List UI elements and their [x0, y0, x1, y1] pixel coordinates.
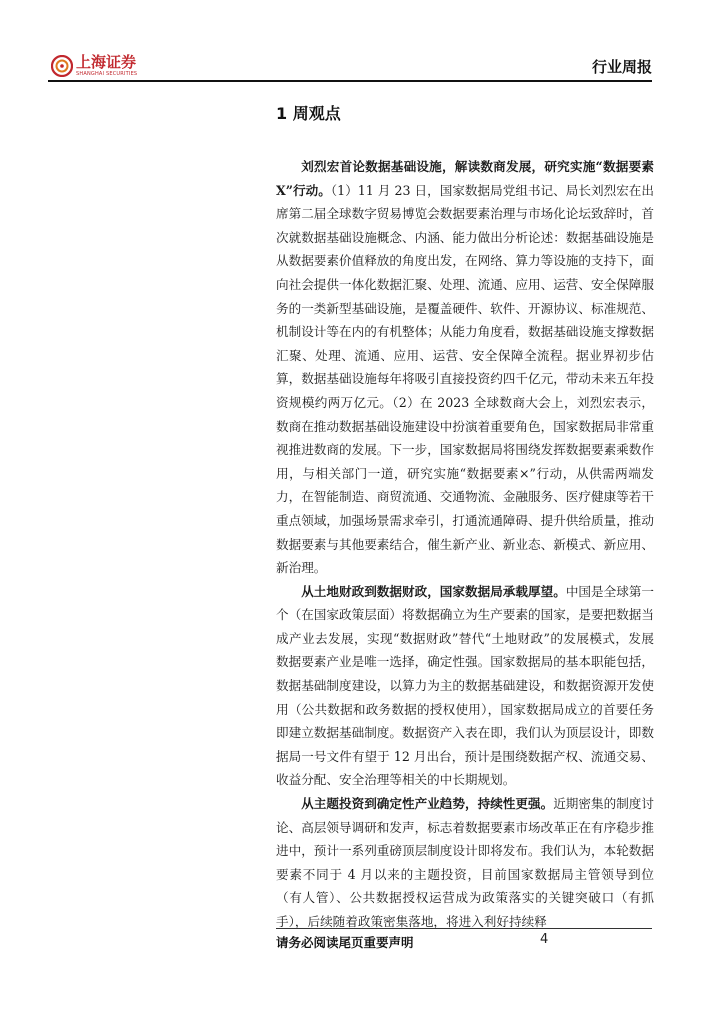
logo-chinese-name: 上海证券: [76, 53, 137, 71]
footer-disclaimer: 请务必阅读尾页重要声明: [276, 935, 414, 950]
paragraph-1-lead: 刘烈宏首论数据基础设施，解读数商发展，研究实施“数据要素 X”行动。: [276, 159, 654, 198]
header-divider: [48, 80, 652, 82]
logo-english-name: SHANGHAI SECURITIES: [76, 71, 138, 77]
paragraph-3: [276, 792, 654, 934]
paragraph-2: [276, 580, 654, 792]
paragraph-2-text: 中国是全球第一个（在国家政策层面）将数据确立为生产要素的国家，是要把数据当成产业去发展，实现“数据财政”替代“土地财政”的发展模式，发展数据要素产业是唯一选择，确定性强。国家数据局的基本职能包括，数据基础制度建设，以算力为主的数据基础建设，和数据资源开发使用（公共数据和政务数据的授权使用），国家数据局成立的首要任务即建立数据基础制度。数据资产入表在即，我们认为顶层设计，即数据局一号文件有望于 12 月出台，预计是围绕数据产权、流通交易、收益分配、安全治理等相关的中长期规划。: [276, 583, 655, 788]
paragraph-3-text: 近期密集的制度讨论、高层领导调研和发声，标志着数据要素市场改革正在有序稳步推进中，预计一系列重磅顶层制度设计即将发布。我们认为，本轮数据要素不同于 4 月以来的主题投资，目前国家数据局主管领导到位（有人管）、公共数据授权运营成为政策落实的关键突破口（有抓手），后续随着政策密集落地，将进入利好持续释: [276, 796, 655, 929]
report-type-label: 行业周报: [591, 58, 652, 76]
footer-divider: [276, 928, 652, 929]
paragraph-3-lead: 从主题投资到确定性产业趋势，持续性更强。: [301, 796, 554, 812]
paragraph-2-lead: 从土地财政到数据财政，国家数据局承载厚望。: [301, 583, 566, 599]
section-title: 1 周观点: [276, 104, 341, 123]
paragraph-1-text: （1）11 月 23 日，国家数据局党组书记、局长刘烈宏在出席第二届全球数字贸易博览会数据要素治理与市场化论坛致辞时，首次就数据基础设施概念、内涵、能力做出分析论述：数据基础设施是从数据要素价值释放的角度出发，在网络、算力等设施的支持下，面向社会提供一体化数据汇聚、处理、流通、应用、运营、安全保障服务的一类新型基础设施，是覆盖硬件、软件、开源协议、标准规范、机制设计等在内的有机整体；从能力角度看，数据基础设施支撑数据汇聚、处理、流通、应用、运营、安全保障全流程。据业界初步估算，数据基础设施每年将吸引直接投资约四千亿元，带动未来五年投资规模约两万亿元。（2）在 2023 全球数商大会上，刘烈宏表示，数商在推动数据基础设施建设中扮演着重要角色，国家数据局非常重视推进数商的发展。下一步，国家数据局将围绕发挥数据要素乘数作用，与相关部门一道，研究实施“数据要素×”行动，从供需两端发力，在智能制造、商贸流通、交通物流、金融服务、医疗健康等若干重点领域，加强场景需求牵引，打通流通障碍、提升供给质量，推动数据要素与其他要素结合，催生新产业、新业态、新模式、新应用、新治理。: [276, 182, 655, 576]
body-text: [276, 155, 654, 934]
company-logo: [51, 55, 137, 77]
page-number: 4: [540, 932, 549, 947]
paragraph-1: [276, 155, 654, 580]
logo-emblem-icon: [51, 55, 73, 77]
